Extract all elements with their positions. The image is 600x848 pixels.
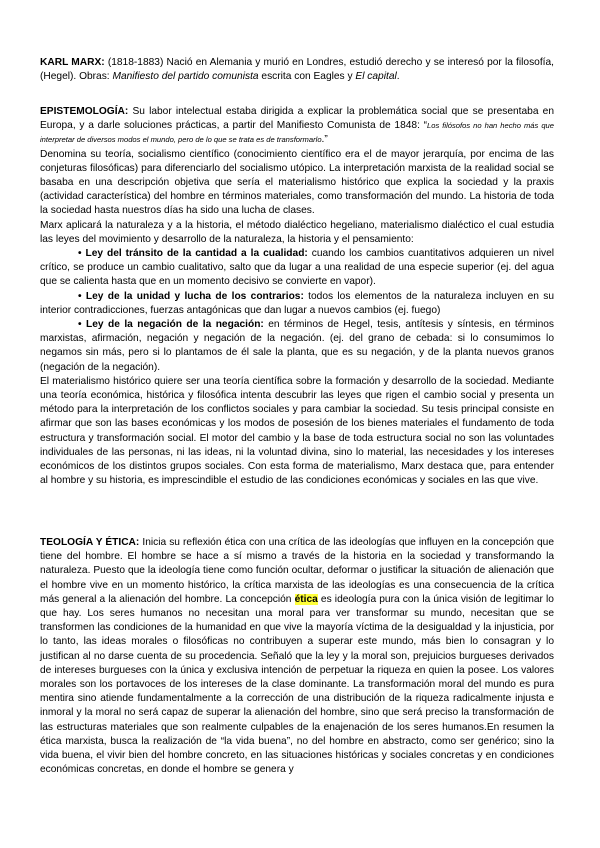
- bullet-title: • Ley de la unidad y lucha de los contrarios:: [78, 290, 304, 302]
- teologia-text-1: Inicia su reflexión ética con una crítica de las ideologías que influyen en la concepción que tiene del hombre. El hombre se hace a sí mismo a través de la historia en la sociedad y transformando la naturaleza. Puesto que la ideología tiene como función ocultar, deformar o justificar la situación de alienación que el hombre vive en un momento histórico, la crítica marxista de las ideologías es una consecuencia de la crítica más general a la alienación del hombre. La concepción: [40, 537, 554, 605]
- epistemologia-heading: EPISTEMOLOGÍA:: [40, 106, 129, 117]
- bullet-title: • Ley del tránsito de la cantidad a la cualidad:: [78, 248, 308, 260]
- epistemologia-intro: Su labor intelectual estaba dirigida a explicar la problemática social que se presentaba en Europa, y a darle soluciones prácticas, a partir del Manifiesto Comunista de 1848: “: [40, 106, 554, 132]
- teologia-etica-section: [40, 536, 554, 777]
- bullet-ley-cantidad-cualidad: [40, 247, 554, 290]
- highlighted-word-etica: ética: [294, 593, 318, 605]
- work-manifiesto: Manifiesto del partido comunista: [112, 71, 259, 83]
- epistemologia-paragraph-4: El materialismo histórico quiere ser una teoría científica sobre la formación y desarrollo de la sociedad. Mediante una teoría económica, histórica y filosófica intenta descubrir las leyes que rigen el cambio social y presenta un método para la interpretación de los conflictos sociales y para cambiar la sociedad. Su tesis principal consiste en afirmar que son las bases económicas y los modos de posesión de los bienes materiales el fundamento de toda estructura y transformación social. El motor del cambio y la base de toda estructura social no son las voluntades individuales de las personas, ni las ideas, ni la voluntad divina, sino lo material, las necesidades y los intereses económicos de los distintos grupos sociales. Con esta forma de materialismo, Marx destaca que, para entender al hombre y su historia, es imprescindible el estudio de las condiciones económicas y sociales en las que vive.: [40, 375, 554, 487]
- epistemologia-quote: Los filósofos no han hecho más que interpretar de diversos modos el mundo, pero de lo que se trata es de transformarlo: [40, 121, 554, 145]
- bullet-text: en términos de Hegel, tesis, antítesis y síntesis, en términos marxistas, afirmación, negación y negación de la negación. (ej. del grano de cebada: si lo consumimos lo negamos sin más, pero si lo plantamos de él sale la planta, que es su negación, y de la planta nuevos granos (negación de la negación).: [40, 319, 554, 373]
- quote-end: .”: [321, 134, 328, 146]
- epistemologia-section: [40, 105, 554, 488]
- work-el-capital: El capital: [355, 71, 397, 83]
- teologia-heading: TEOLOGÍA Y ÉTICA:: [40, 537, 140, 548]
- marx-bio-text-2: escrita con Eagles y: [258, 71, 356, 83]
- bullet-ley-negacion-negacion: [40, 318, 554, 375]
- teologia-text-2: es ideología pura con la única visión de legitimar lo que hay. Los seres humanos no necesitan una moral para ver transformar su mundo, necesitan que se transformen las condiciones de la humanidad en que vive la mayoría víctima de la desigualdad y la injusticia, por lo tanto, las ideas morales o filosóficas no contribuyen a superar este mundo, más bien lo consagran y lo justifican al no darse cuenta de su procedencia. Señaló que la ley y la moral son, prejuicios burgueses derivados de intereses burgueses con la única y exclusiva intención de perpetuar la riqueza en quien la posee. Los valores morales son los portavoces de los intereses de la clase dominante. La transformación moral del mundo es pura mentira sino atiende fundamentalmente a la corrección de una distribución de la riqueza radicalmente injusta e inmoral y la moral no será capaz de superar la alienación del hombre, sino que será preciso la transformación de las estructuras materiales que son realmente culpables de la enajenación de los seres humanos.En resumen la ética marxista, busca la realización de “la vida buena”, no del hombre en abstracto, como ser genérico; sino la vida buena, el vivir bien del hombre concreto, en las situaciones históricas y sociales concretas y en condiciones económicas concretas, en donde el hombre se genera y: [40, 593, 554, 776]
- epistemologia-paragraph-3: Marx aplicará la naturaleza y a la historia, el método dialéctico hegeliano, materialismo dialéctico el cual estudia las leyes del movimiento y desarrollo de la naturaleza, la historia y el pensamiento:: [40, 219, 554, 245]
- bullet-text: todos los elementos de la naturaleza incluyen en su interior contradicciones, fuerzas antagónicas que dan lugar a nuevos cambios (ej. fuego): [40, 290, 554, 316]
- marx-name: KARL MARX:: [40, 57, 105, 68]
- marx-intro-paragraph: [40, 56, 554, 84]
- epistemologia-paragraph-2: Denomina su teoría, socialismo científico (conocimiento científico era el de mayor jerarquía, por encima de las conjeturas filosóficas) para diferenciarlo del socialismo utópico. La interpretación marxista de la realidad social se basaba en una descripción objetiva que sería el materialismo histórico que explica la sociedad y la praxis (actividad característica) del hombre en términos materiales, como transformación del mundo. La historia de toda la sociedad hasta nuestros días ha sido una lucha de clases.: [40, 148, 554, 217]
- bullet-title: • Ley de la negación de la negación:: [78, 319, 264, 331]
- bullet-text: cuando los cambios cuantitativos adquieren un nivel crítico, se produce un cambio cualitativo, salto que da lugar a una realidad de una especie superior (ej. del agua que se calienta hasta que en un momento decisivo se convierte en vapor).: [40, 248, 554, 288]
- marx-bio-end: .: [396, 71, 400, 83]
- bullet-ley-unidad-contrarios: [40, 290, 554, 318]
- marx-bio-text: (1818-1883) Nació en Alemania y murió en Londres, estudió derecho y se interesó por la filosofía, (Hegel). Obras:: [40, 57, 554, 83]
